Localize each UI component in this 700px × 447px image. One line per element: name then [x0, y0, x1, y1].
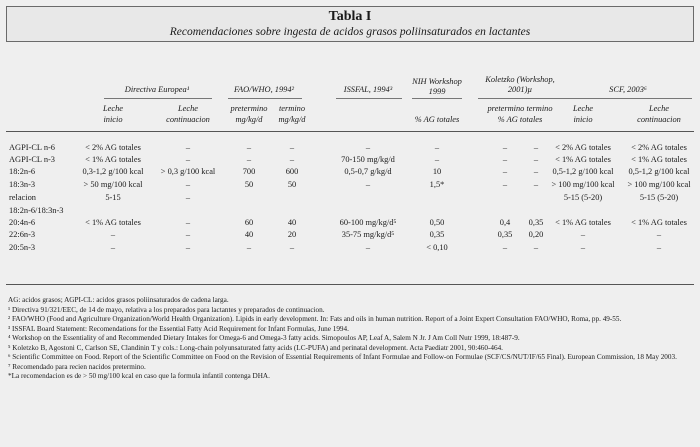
footnote: ⁵ Koletzko B, Agostoni C, Carlson SE, Clandinin T y cols.: Long-chain polyunsaturated fatty acids (LC-PUFA) and perinatal development. Acta Paediatr 2001, 90:460-464.: [8, 343, 503, 352]
table-cell: 0,5-0,7 g/kg/d: [344, 167, 392, 176]
table-cell: 5-15 (5-20): [563, 193, 603, 202]
table-cell: –: [246, 243, 252, 252]
underline-issfal: [336, 98, 402, 99]
table-cell: –: [365, 180, 371, 189]
footnote: *La recomendacion es de > 50 mg/100 kcal en caso que la formula infantil contenga DHA.: [8, 372, 270, 380]
table-cell: –: [289, 143, 295, 152]
underline-scf: [556, 98, 692, 99]
table-cell: < 2% AG totales: [631, 143, 687, 152]
table-cell: 0,35: [429, 230, 445, 239]
table-cell: 1,5*: [429, 180, 445, 189]
subhead-koletzko-cols: pretermino termino: [487, 104, 553, 113]
table-cell: 0,35: [528, 218, 544, 227]
table-cell: > 0,3 g/100 kcal: [160, 167, 216, 176]
table-title: Tabla I: [328, 9, 372, 24]
table-cell: –: [185, 230, 191, 239]
underline-fao: [228, 98, 302, 99]
footnote: ² FAO/WHO (Food and Agriculture Organization/World Health Organization). Lipids in early development. In: Fats and oils in human nutrition. Report of a Joint Expert Consultation FAO/WHO, Roma, pp. 49-55.: [8, 315, 622, 323]
subhead-koletzko-unit: % AG totales: [497, 115, 543, 124]
table-cell: –: [246, 155, 252, 164]
group-scf: SCF, 2003⁶: [609, 85, 647, 94]
table-cell: < 0,10: [426, 243, 448, 252]
subhead-fao-pretermino-unit: mg/kg/d: [235, 115, 263, 124]
table-cell: 20: [287, 230, 297, 239]
table-cell: –: [502, 180, 508, 189]
group-fao-who: FAO/WHO, 1994²: [233, 85, 295, 94]
table-cell: 600: [285, 167, 299, 176]
table-cell: –: [434, 155, 440, 164]
table-cell: 60-100 mg/kg/d⁵: [339, 218, 397, 227]
subhead-nih-unit: % AG totales: [414, 115, 460, 124]
table-cell: –: [656, 230, 662, 239]
subhead-leche-cont-1: Leche: [178, 104, 198, 113]
subhead-scf-inicio-1: Leche: [573, 104, 593, 113]
group-issfal: ISSFAL, 1994³: [343, 85, 393, 94]
underline-directiva: [104, 98, 212, 99]
table-cell: –: [289, 243, 295, 252]
table-cell: –: [533, 143, 539, 152]
table-cell: –: [185, 193, 191, 202]
row-label: 20:5n-3: [9, 243, 36, 252]
table-cell: –: [365, 243, 371, 252]
row-label: AGPI-CL n-3: [9, 155, 55, 164]
table-cell: –: [246, 143, 252, 152]
bottom-rule: [6, 284, 694, 285]
table-cell: < 1% AG totales: [555, 155, 611, 164]
subhead-scf-cont-1: Leche: [649, 104, 669, 113]
table-cell: –: [533, 180, 539, 189]
footnotes: [8, 296, 694, 382]
subhead-scf-inicio-2: inicio: [573, 115, 593, 124]
table-cell: 0,20: [528, 230, 544, 239]
table-cell: –: [185, 155, 191, 164]
table-cell: –: [533, 155, 539, 164]
header-rule: [6, 131, 694, 132]
table-cell: 700: [242, 167, 256, 176]
group-nih-line2: 1999: [428, 87, 446, 96]
table-cell: –: [502, 243, 508, 252]
table-subtitle: Recomendaciones sobre ingesta de acidos grasos poliinsaturados en lactantes: [169, 26, 531, 38]
row-label: 18:3n-3: [9, 180, 36, 189]
table-cell: 70-150 mg/kg/d: [341, 155, 395, 164]
group-directiva-europea: Directiva Europea¹: [124, 85, 190, 94]
group-nih-line1: NIH Workshop: [412, 77, 462, 86]
table-cell: 5-15: [105, 193, 121, 202]
subhead-leche-cont-2: continuacion: [166, 115, 210, 124]
table-cell: 40: [287, 218, 297, 227]
subhead-fao-termino-unit: mg/kg/d: [278, 115, 306, 124]
row-label: relacion: [9, 193, 36, 202]
table-cell: < 1% AG totales: [631, 155, 687, 164]
underline-nih: [412, 98, 462, 99]
table-cell: 0,35: [497, 230, 513, 239]
table-cell: –: [185, 180, 191, 189]
row-label: 20:4n-6: [9, 218, 36, 227]
footnote: ⁶ Scientific Committee on Food. Report of the Scientific Committee on Food on the Revision of Essential Requirements of Infant Formulae and Follow-on Formulae (SCF/CS/NUT/IF/65 Final). European Commission, 18 May 2003.: [8, 353, 677, 361]
footnote: ¹ Directiva 91/321/EEC, de 14 de mayo, relativa a los preparados para lactantes y preparados de continuacion.: [8, 305, 325, 314]
subhead-fao-termino: termino: [278, 104, 306, 113]
table-cell: < 2% AG totales: [85, 143, 141, 152]
group-koletzko-line2: 2001)µ: [507, 85, 533, 94]
table-cell: 0,3-1,2 g/100 kcal: [82, 167, 144, 176]
underline-koletzko: [478, 98, 564, 99]
table-cell: 40: [244, 230, 254, 239]
table-cell: 60: [244, 218, 254, 227]
table-cell: < 1% AG totales: [631, 218, 687, 227]
table-cell: 50: [244, 180, 254, 189]
table-cell: –: [434, 143, 440, 152]
table-cell: 5-15 (5-20): [639, 193, 679, 202]
group-koletzko-line1: Koletzko (Workshop,: [485, 75, 555, 84]
table-cell: < 1% AG totales: [555, 218, 611, 227]
table-cell: 50: [287, 180, 297, 189]
table-cell: –: [580, 230, 586, 239]
table-cell: –: [502, 143, 508, 152]
table-cell: > 100 mg/100 kcal: [551, 180, 615, 189]
table-cell: 0,50: [429, 218, 445, 227]
table-cell: > 50 mg/100 kcal: [83, 180, 143, 189]
table-cell: –: [365, 143, 371, 152]
table-cell: –: [110, 230, 116, 239]
table-cell: –: [656, 243, 662, 252]
table-cell: 10: [432, 167, 442, 176]
table-cell: –: [533, 167, 539, 176]
subhead-leche-inicio-1: Leche: [103, 104, 123, 113]
row-label: 22:6n-3: [9, 230, 36, 239]
table-cell: –: [289, 155, 295, 164]
row-label: 18:2n-6: [9, 167, 36, 176]
table-cell: 0,5-1,2 g/100 kcal: [628, 167, 690, 176]
subhead-leche-inicio-2: inicio: [103, 115, 123, 124]
table-cell: < 1% AG totales: [85, 155, 141, 164]
table-cell: –: [580, 243, 586, 252]
row-label: AGPI-CL n-6: [9, 143, 55, 152]
table-cell: –: [533, 243, 539, 252]
table-cell: –: [502, 155, 508, 164]
subhead-scf-cont-2: continuacion: [637, 115, 681, 124]
subhead-fao-pretermino: pretermino: [230, 104, 268, 113]
footnote: ⁴ Workshop on the Essentiality of and Recommended Dietary Intakes for Omega-6 and Omega-3 fatty acids. Simopoulos AP, Leaf A, Salem N Jr. J Am Coll Nutr 1999, 18:487-9.: [8, 334, 520, 342]
table-cell: –: [110, 243, 116, 252]
table-cell: 0,4: [499, 218, 511, 227]
table-cell: –: [185, 143, 191, 152]
table-title-box: [6, 6, 694, 42]
table-cell: –: [185, 243, 191, 252]
table-cell: < 2% AG totales: [555, 143, 611, 152]
table-cell: –: [185, 218, 191, 227]
table-cell: < 1% AG totales: [85, 218, 141, 227]
footnote: AG: acidos grasos; AGPI-CL: acidos grasos poliinsaturados de cadena larga.: [8, 296, 229, 304]
footnote: ⁷ Recomendado para recien nacidos pretermino.: [8, 362, 146, 371]
table-cell: 35-75 mg/kg/d⁵: [341, 230, 395, 239]
row-label: 18:2n-6/18:3n-3: [9, 206, 64, 215]
footnote: ³ ISSFAL Board Statement: Recomendations for the Essential Fatty Acid Requirement for Infant Formulas, June 1994.: [8, 324, 349, 333]
table-cell: –: [502, 167, 508, 176]
table-cell: 0,5-1,2 g/100 kcal: [552, 167, 614, 176]
table-cell: > 100 mg/100 kcal: [627, 180, 691, 189]
